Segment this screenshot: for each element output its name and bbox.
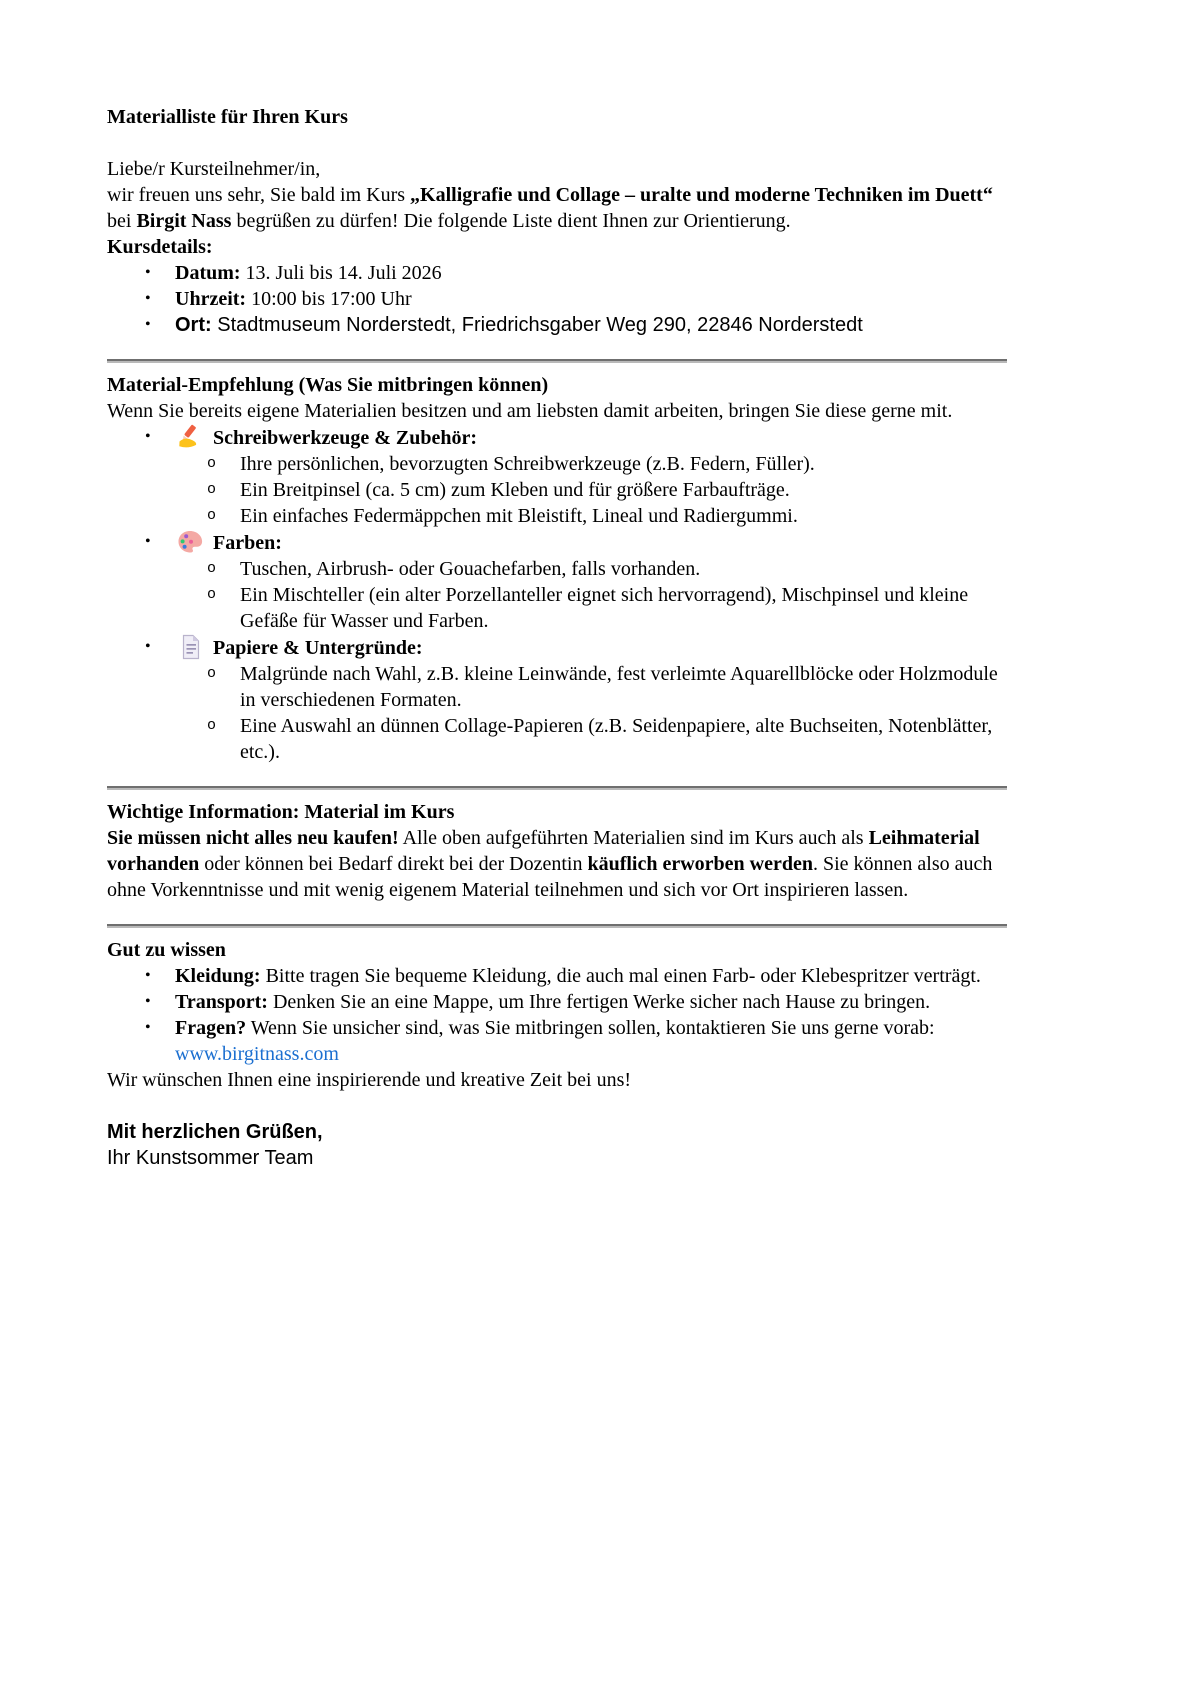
list-item-uhrzeit [107,286,1007,312]
list-item-text: Eine Auswahl an dünnen Collage-Papieren (z.B. Seidenpapiere, alte Buchseiten, Notenblätter, etc.). [240,715,993,763]
list-item-text: Ein Mischteller (ein alter Porzellanteller eignet sich hervorragend), Mischpinsel und kleine Gefäße für Wasser und Farben. [240,584,969,632]
transport-value: Denken Sie an eine Mappe, um Ihre fertigen Werke sicher nach Hause zu bringen. [267,991,931,1013]
bullet-icon: • [145,1019,151,1036]
instructor-name: Birgit Nass [136,210,232,232]
bullet-icon: • [145,967,151,984]
list-item-text [175,989,1007,1015]
group-label: Farben: [213,532,282,554]
list-item-ort [107,312,1007,338]
wichtig-text: . Sie können also auch ohne Vorkenntnisse und mit wenig eigenem Material teilnehmen und sich vor Ort inspirieren lassen. [107,853,993,901]
list-item-text: Tuschen, Airbrush- oder Gouachefarben, falls vorhanden. [240,558,701,580]
list-item [107,661,1007,713]
uhrzeit-value: 10:00 bis 17:00 Uhr [246,288,412,310]
intro-text: wir freuen uns sehr, Sie bald im Kurs [107,184,411,206]
circle-bullet-icon: o [207,507,217,524]
list-item-text: Malgründe nach Wahl, z.B. kleine Leinwände, fest verleimte Aquarellblöcke oder Holzmodule in verschiedenen Formaten. [240,663,998,711]
list-item-text: Ihre persönlichen, bevorzugten Schreibwerkzeuge (z.B. Federn, Füller). [240,453,815,475]
palette-icon [175,529,205,555]
bullet-icon: • [145,264,151,281]
bullet-icon: • [145,993,151,1010]
list-item-text [175,1015,1007,1067]
circle-bullet-icon: o [207,481,217,498]
closing-wish: Wir wünschen Ihnen eine inspirierende und kreative Zeit bei uns! [107,1069,632,1091]
circle-bullet-icon: o [207,586,217,603]
transport-label: Transport: [175,991,268,1013]
group-schreibwerkzeuge [107,424,1007,451]
list-item-transport [107,989,1007,1015]
list-item [107,556,1007,582]
wichtig-text: oder können bei Bedarf direkt bei der Dozentin [199,853,588,875]
material-intro: Wenn Sie bereits eigene Materialien besitzen und am liebsten damit arbeiten, bringen Sie diese gerne mit. [107,400,953,422]
bullet-icon: • [145,316,151,333]
salutation: Liebe/r Kursteilnehmer/in, [107,158,321,180]
list-item-text [175,312,1007,338]
section-divider [107,786,1007,790]
uhrzeit-label: Uhrzeit: [175,288,247,310]
circle-bullet-icon: o [207,665,217,682]
material-section-heading: Material-Empfehlung (Was Sie mitbringen können) [107,374,549,396]
fragen-value: Wenn Sie unsicher sind, was Sie mitbringen sollen, kontaktieren Sie uns gerne vorab: [246,1017,935,1039]
datum-value: 13. Juli bis 14. Juli 2026 [240,262,442,284]
list-item-kleidung [107,963,1007,989]
kleidung-label: Kleidung: [175,965,261,987]
section-divider [107,359,1007,363]
list-item [107,503,1007,529]
section-divider [107,924,1007,928]
course-name: „Kalligrafie und Collage – uralte und moderne Techniken im Duett“ [410,184,993,206]
intro-paragraph [107,182,1007,234]
gut-section-heading: Gut zu wissen [107,939,226,961]
wichtig-paragraph [107,825,1007,903]
list-item [107,582,1007,634]
list-item-fragen [107,1015,1007,1067]
bullet-icon: • [145,638,151,655]
ort-label: Ort: [175,314,212,336]
list-item-text [175,963,1007,989]
group-heading [175,529,1007,556]
list-item-text [175,286,1007,312]
wichtig-bold-text: Leihmaterial vorhanden [107,827,980,875]
list-item [107,451,1007,477]
list-item-text: Ein Breitpinsel (ca. 5 cm) zum Kleben und für größere Farbaufträge. [240,479,790,501]
website-link[interactable]: www.birgitnass.com [175,1043,339,1065]
page-icon [175,634,205,660]
bullet-icon: • [145,428,151,445]
wichtig-bold-text: käuflich erworben werden [587,853,813,875]
list-item-datum [107,260,1007,286]
group-label: Papiere & Untergründe: [213,637,423,659]
datum-label: Datum: [175,262,241,284]
kursdetails-heading: Kursdetails: [107,236,213,258]
wichtig-bold-text: Sie müssen nicht alles neu kaufen! [107,827,399,849]
wichtig-text: Alle oben aufgeführten Materialien sind im Kurs auch als [398,827,869,849]
group-farben [107,529,1007,556]
list-item-text: Ein einfaches Federmäppchen mit Bleistift, Lineal und Radiergummi. [240,505,798,527]
ort-value: Stadtmuseum Norderstedt, Friedrichsgaber Weg 290, 22846 Norderstedt [211,314,863,336]
signature-greeting: Mit herzlichen Grüßen, [107,1121,323,1143]
signature-team: Ihr Kunstsommer Team [107,1147,314,1169]
page-title: Materialliste für Ihren Kurs [107,106,348,128]
group-heading [175,424,1007,451]
group-label: Schreibwerkzeuge & Zubehör: [213,427,478,449]
intro-text: bei [107,210,137,232]
bullet-icon: • [145,290,151,307]
group-papiere [107,634,1007,661]
group-heading [175,634,1007,661]
circle-bullet-icon: o [207,717,217,734]
bullet-icon: • [145,533,151,550]
circle-bullet-icon: o [207,455,217,472]
wichtig-section-heading: Wichtige Information: Material im Kurs [107,801,455,823]
list-item [107,477,1007,503]
intro-text: begrüßen zu dürfen! Die folgende Liste dient Ihnen zur Orientierung. [231,210,791,232]
fragen-label: Fragen? [175,1017,247,1039]
circle-bullet-icon: o [207,560,217,577]
list-item [107,713,1007,765]
list-item-text [175,260,1007,286]
writing-hand-icon [175,424,205,450]
kleidung-value: Bitte tragen Sie bequeme Kleidung, die auch mal einen Farb- oder Klebespritzer verträgt. [260,965,981,987]
